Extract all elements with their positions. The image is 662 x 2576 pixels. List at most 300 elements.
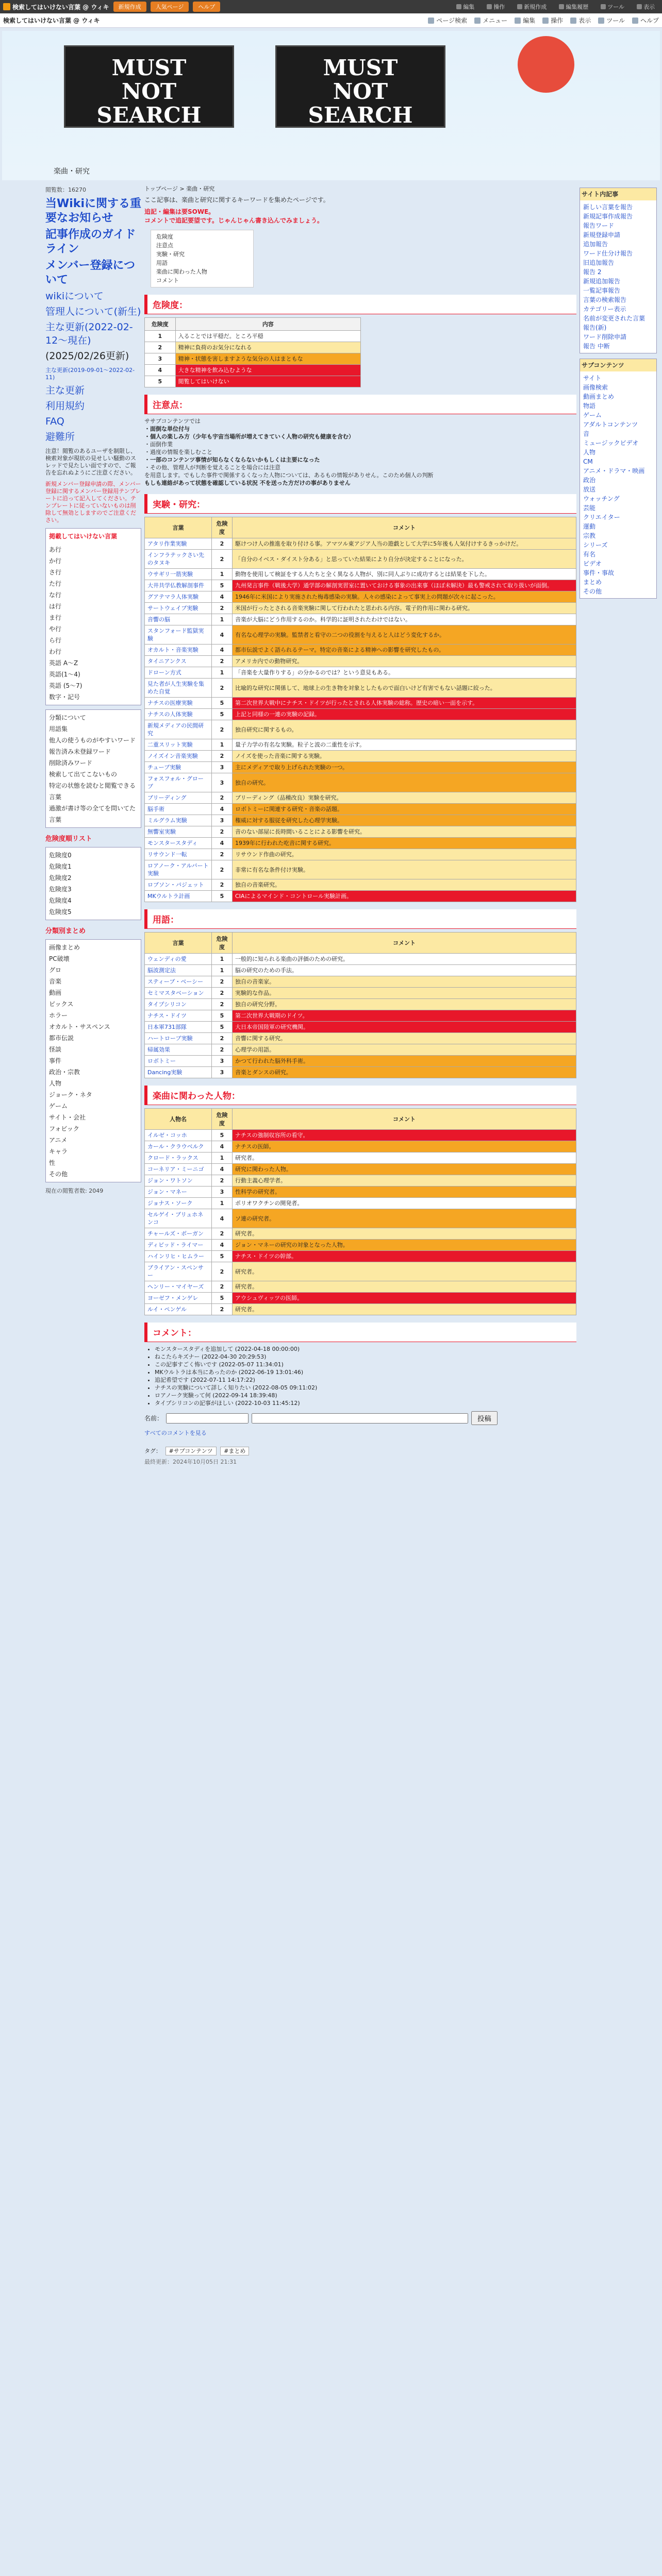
site-articles-box xyxy=(580,188,657,353)
toc-link[interactable]: 注意点 xyxy=(156,242,173,249)
col-header: 言葉 xyxy=(145,517,212,538)
bar-ops[interactable] xyxy=(542,16,563,25)
cell-text: ノイズを使った音楽に関する実験。 xyxy=(233,751,576,762)
misc-link[interactable]: 報告済み未登録ワード xyxy=(49,748,111,755)
table-row xyxy=(145,353,361,365)
cell-name[interactable]: ジョン・ワトソン xyxy=(145,1175,212,1187)
category-link[interactable]: 動画 xyxy=(49,989,62,996)
bar-label: 操作 xyxy=(551,17,564,24)
subcontent-link[interactable]: 人物 xyxy=(583,449,596,456)
col-header: 危険度 xyxy=(212,1109,233,1130)
new-page-button[interactable]: 新規作成 xyxy=(113,2,146,12)
cell-name[interactable]: 大井共学仏教解剖事件 xyxy=(145,580,212,591)
kana-link[interactable]: や行 xyxy=(49,625,62,633)
article-link[interactable]: 新規登録申請 xyxy=(583,231,621,239)
kana-link[interactable]: た行 xyxy=(49,580,62,587)
cell-text: アウシュヴィッツの医師。 xyxy=(233,1293,576,1304)
cell-name[interactable]: チューブ実験 xyxy=(145,762,212,773)
cell-name[interactable]: 二重スリット実験 xyxy=(145,739,212,751)
level-link[interactable]: 危険度1 xyxy=(49,863,72,870)
gear-icon xyxy=(601,4,606,9)
main xyxy=(0,182,662,2576)
cell-name[interactable]: グアテマラ人体実験 xyxy=(145,591,212,603)
sidebar-link[interactable]: 管理人について(新生) xyxy=(45,306,141,317)
cell-name[interactable]: ジョナス・ソーク xyxy=(145,1198,212,1209)
popular-button[interactable]: 人気ページ xyxy=(151,2,189,12)
tool-label: 操作 xyxy=(493,4,505,10)
cell-level: 1 xyxy=(212,1198,233,1209)
subcontent-link[interactable]: シリーズ xyxy=(583,541,608,549)
cell-name[interactable]: ドローン方式 xyxy=(145,667,212,679)
cell-name[interactable]: ウェンディの愛 xyxy=(145,954,212,965)
sidebar-link[interactable]: 主な更新 xyxy=(45,385,85,396)
cell-name[interactable]: タイプシリコン xyxy=(145,999,212,1010)
sidebar-link[interactable]: メンバー登録について xyxy=(45,259,136,286)
cell-name[interactable]: タイニアンクス xyxy=(145,656,212,667)
cell-level: 5 xyxy=(212,1130,233,1141)
article-link[interactable]: ワード仕分け報告 xyxy=(583,250,633,257)
cell-text: ソ連の研究者。 xyxy=(233,1209,576,1228)
article-link[interactable]: 新しい言葉を報告 xyxy=(583,204,633,211)
sidebar-link[interactable]: 記事作成のガイドライン xyxy=(45,228,136,256)
cell-name[interactable]: ナチスの人体実験 xyxy=(145,709,212,720)
cell-text: 行動主義心理学者。 xyxy=(233,1175,576,1187)
cell-name[interactable]: スティーブ・ベーシー xyxy=(145,976,212,988)
category-link[interactable]: 人物 xyxy=(49,1080,62,1087)
cell-name[interactable]: セルゲイ・ブリュホネンコ xyxy=(145,1209,212,1228)
cell-text: 精神に負荷のお気分になれる xyxy=(175,342,360,353)
subcontent-link[interactable]: ウォッチング xyxy=(583,495,620,502)
cell-text: 第二次世界大戦中にナチス・ドイツが行ったとされる人体実験の総称。歴史の暗い一面を示す。 xyxy=(233,698,576,709)
category-link[interactable]: ピックス xyxy=(49,1001,74,1008)
menu-icon xyxy=(474,18,481,24)
cell-text: ロボトミーに関連する研究・音楽の話題。 xyxy=(233,804,576,815)
cell-name[interactable]: ナチスの医療実験 xyxy=(145,698,212,709)
edit-icon xyxy=(515,18,521,24)
tool-history[interactable] xyxy=(555,2,592,12)
table-row xyxy=(145,342,361,353)
category-link[interactable]: グロ xyxy=(49,967,62,974)
subcontent-link[interactable]: 運動 xyxy=(583,523,596,530)
bar-label: 編集 xyxy=(523,17,536,24)
crab-image xyxy=(518,36,574,93)
tags-label: タグ： xyxy=(144,1448,161,1454)
category-link[interactable]: 性 xyxy=(49,1159,56,1166)
toc-link[interactable]: 楽曲に関わった人物 xyxy=(156,268,207,275)
cell-name[interactable]: ロボトミー xyxy=(145,1056,212,1067)
article-link[interactable]: 一覧記事報告 xyxy=(583,287,621,294)
cell-text: ナチスの医師。 xyxy=(233,1141,576,1153)
article-link[interactable]: 新規追加報告 xyxy=(583,278,621,285)
sidebar-link[interactable]: 主な更新(2019-09-01～2022-02-11) xyxy=(45,367,135,381)
comment-item: • ナチスの実験について詳しく知りたい (2022-08-05 09:11:02) xyxy=(155,1384,576,1392)
comment-item: • この記事すごく怖いです (2022-05-07 11:34:01) xyxy=(155,1361,576,1368)
tool-edit[interactable] xyxy=(452,2,478,12)
notice-line: ・面倒な単位付与 xyxy=(144,426,190,432)
misc-links-box xyxy=(45,709,141,828)
kana-link[interactable]: な行 xyxy=(49,591,62,599)
article-link[interactable]: 報告ワード xyxy=(583,222,615,229)
terms-table xyxy=(144,932,576,1078)
cell-text: 音響に関する研究。 xyxy=(233,1033,576,1044)
cell-name[interactable]: 脳波測定法 xyxy=(145,965,212,976)
category-link[interactable]: オカルト・サスペンス xyxy=(49,1023,110,1030)
category-link[interactable]: 画像まとめ xyxy=(49,944,80,951)
sidebar-link[interactable]: 主な更新(2022-02-12～現在) xyxy=(45,321,133,346)
cell-level: 2 xyxy=(212,988,233,999)
cell-name[interactable]: MKウルトラ計画 xyxy=(145,891,212,902)
subcontent-link[interactable]: 政治 xyxy=(583,477,596,484)
cell-level: 2 xyxy=(212,879,233,891)
subcontent-link[interactable]: 有名 xyxy=(583,551,596,558)
cell-name[interactable]: サートウェイブ実験 xyxy=(145,603,212,614)
toc-link[interactable]: 実験・研究 xyxy=(156,251,185,258)
bar-search[interactable] xyxy=(428,16,467,25)
table-row xyxy=(145,709,576,720)
table-row xyxy=(145,999,576,1010)
tag[interactable]: #サブコンテンツ xyxy=(166,1447,217,1455)
table-row xyxy=(145,1209,576,1228)
misc-link[interactable]: 削除済みワード xyxy=(49,759,93,767)
table-row xyxy=(145,667,576,679)
level-list-box xyxy=(45,847,141,920)
category-link[interactable]: PC破壊 xyxy=(49,955,70,962)
cell-name[interactable]: 音響の脳 xyxy=(145,614,212,625)
cell-name[interactable]: ミルグラム実験 xyxy=(145,815,212,826)
category-link[interactable]: ホラー xyxy=(49,1012,68,1019)
subcontent-link[interactable]: 画像検索 xyxy=(583,384,608,391)
table-row xyxy=(145,580,576,591)
table-row xyxy=(145,625,576,645)
must-not-search-sign: MUST NOT SEARCH xyxy=(275,45,445,128)
tool-new[interactable] xyxy=(513,2,551,12)
section-header: 分類別まとめ xyxy=(45,927,86,935)
category-link[interactable]: ゲーム xyxy=(49,1103,68,1110)
kana-link[interactable]: ま行 xyxy=(49,614,62,621)
notice-list xyxy=(144,417,576,487)
breadcrumb[interactable]: トップページ > 楽曲・研究 xyxy=(144,185,215,192)
sidebar-link[interactable]: 当Wikiに関する重要なお知らせ xyxy=(45,197,141,225)
cell-level: 2 xyxy=(212,826,233,838)
subcontent-link[interactable]: その他 xyxy=(583,588,602,595)
misc-link[interactable]: 検索して出てこないもの xyxy=(49,771,118,778)
cell-name: 1 xyxy=(145,331,176,342)
all-comments-link[interactable]: すべてのコメントを見る xyxy=(144,1430,207,1436)
notice-line: もしも連絡があって状態を確認している状況 不を送った方だけの事がありません xyxy=(144,480,351,486)
view-count: 閲覧数：16270 xyxy=(45,187,86,193)
tool-label: 新規作成 xyxy=(524,4,547,10)
table-row xyxy=(145,1022,576,1033)
article-link[interactable]: カテゴリー表示 xyxy=(583,306,626,313)
wiki-title[interactable]: 検索してはいけない言葉 @ ウィキ xyxy=(3,17,100,24)
cell-name: 2 xyxy=(145,342,176,353)
table-row xyxy=(145,365,361,376)
tool-label: 編集履歴 xyxy=(566,4,589,10)
cell-name[interactable]: ヘンリー・マイヤーズ xyxy=(145,1281,212,1293)
cell-text: 研究者。 xyxy=(233,1262,576,1281)
name-input[interactable] xyxy=(166,1413,249,1423)
plus-icon xyxy=(517,4,522,9)
cell-level: 4 xyxy=(212,1240,233,1251)
update-date: (2025/02/26更新) xyxy=(45,350,129,362)
cell-level: 5 xyxy=(212,1293,233,1304)
cell-name[interactable]: リサウンド一転 xyxy=(145,849,212,860)
table-row xyxy=(145,538,576,550)
toc-link[interactable]: 用語 xyxy=(156,260,168,266)
experiment-table xyxy=(144,517,576,902)
subcontent-link[interactable]: 宗教 xyxy=(583,532,596,539)
category-link[interactable]: サイト・会社 xyxy=(49,1114,86,1121)
bar-view[interactable] xyxy=(570,16,591,25)
cell-text: 研究に関わった人物。 xyxy=(233,1164,576,1175)
table-row xyxy=(145,1175,576,1187)
table-row xyxy=(145,849,576,860)
bar-tools[interactable] xyxy=(598,16,625,25)
kana-link[interactable]: ら行 xyxy=(49,637,62,644)
subcontent-link[interactable]: ミュージックビデオ xyxy=(583,439,639,447)
category-link[interactable]: 怪談 xyxy=(49,1046,62,1053)
cell-level: 2 xyxy=(212,550,233,569)
table-row xyxy=(145,988,576,999)
article-link[interactable]: 名前が変更された言葉 xyxy=(583,315,646,322)
bar-label: ヘルプ xyxy=(640,17,659,24)
subcontent-link[interactable]: 事件・事故 xyxy=(583,569,615,577)
subcontent-link[interactable]: サイト xyxy=(583,375,602,382)
level-link[interactable]: 危険度0 xyxy=(49,852,72,859)
cell-name[interactable]: ジョン・マネー xyxy=(145,1187,212,1198)
intro-text: ここ記事は、楽曲と研究に関するキーワードを集めたページです。 xyxy=(144,196,329,204)
misc-link[interactable]: 過激が書け等の全てを問いてた言葉 xyxy=(49,805,136,823)
cell-name[interactable]: 新規メディアの民間研究 xyxy=(145,720,212,739)
eye-icon xyxy=(570,18,576,24)
category-link[interactable]: フォビック xyxy=(49,1125,79,1132)
cell-name[interactable]: カール・クラウベルク xyxy=(145,1141,212,1153)
tag-bar xyxy=(144,1447,576,1455)
cell-text: 「音楽を大量作りする」の分かるのでは？という意見もある。 xyxy=(233,667,576,679)
table-row xyxy=(145,773,576,792)
subcontent-link[interactable]: アダルトコンテンツ xyxy=(583,421,638,428)
cell-name[interactable]: ウサギリ一筋実験 xyxy=(145,569,212,580)
section-title: 危険度： xyxy=(144,295,576,314)
cell-text: リサウンド作曲の研究。 xyxy=(233,849,576,860)
misc-link[interactable]: 特定の状態を読むと閲覧できる言葉 xyxy=(49,782,136,801)
table-row xyxy=(145,762,576,773)
tool-ops[interactable] xyxy=(483,2,509,12)
cell-name[interactable]: ブリーディング xyxy=(145,792,212,804)
cell-name[interactable]: ディビッド・ライマー xyxy=(145,1240,212,1251)
subcontent-link[interactable]: 動画まとめ xyxy=(583,393,615,400)
tool-tools[interactable] xyxy=(597,2,628,12)
sidebar-link[interactable]: 利用規約 xyxy=(45,400,85,412)
sidebar-link[interactable]: 避難所 xyxy=(45,431,75,443)
toc-link[interactable]: コメント xyxy=(156,277,179,284)
table-row xyxy=(145,1033,576,1044)
cell-name[interactable]: 無響室実験 xyxy=(145,826,212,838)
level-link[interactable]: 危険度4 xyxy=(49,897,72,904)
cell-name[interactable]: ナチス・ドイツ xyxy=(145,1010,212,1022)
cell-name[interactable]: イルゼ・コッホ xyxy=(145,1130,212,1141)
cell-level: 1 xyxy=(212,1153,233,1164)
cell-name[interactable]: クロード・ラックス xyxy=(145,1153,212,1164)
cell-name[interactable]: コーネリア・ミーニゴ xyxy=(145,1164,212,1175)
bar-help[interactable] xyxy=(632,16,659,25)
cell-level: 2 xyxy=(212,1262,233,1281)
cell-name[interactable]: アタリ作業実験 xyxy=(145,538,212,550)
comment-list xyxy=(155,1345,576,1407)
cell-name[interactable]: ハインリヒ・ヒムラー xyxy=(145,1251,212,1262)
subcontent-link[interactable]: アニメ・ドラマ・映画 xyxy=(583,467,645,474)
subcontent-link[interactable]: まとめ xyxy=(583,579,602,586)
article-link[interactable]: 新規記事作成報告 xyxy=(583,213,633,220)
cell-level: 1 xyxy=(212,667,233,679)
tool-view[interactable] xyxy=(633,2,659,12)
cell-level: 2 xyxy=(212,1281,233,1293)
article-link[interactable]: 報告 2 xyxy=(583,268,602,276)
subcontent-link[interactable]: クリエイター xyxy=(583,514,620,521)
kana-link[interactable]: 数字・記号 xyxy=(49,693,80,701)
category-link[interactable]: キャラ xyxy=(49,1148,68,1155)
notice-line: ・面倒作業 xyxy=(144,441,173,448)
cell-level: 4 xyxy=(212,1141,233,1153)
notice-line: ・個人の楽しみ方（少年も宇宙当場所が増えてきていく人物の研究も健康を含む） xyxy=(144,433,354,440)
cell-name[interactable]: セミマスタベーション xyxy=(145,988,212,999)
notice-line: を用意します。でもした事件で関係するくなった人物については、あるもの情報がありせん。このため個人の判断 xyxy=(144,472,434,479)
article-link[interactable]: 報告 中断 xyxy=(583,343,610,350)
cell-level: 2 xyxy=(212,1304,233,1315)
submit-button[interactable]: 投稿 xyxy=(471,1411,498,1425)
table-row xyxy=(145,976,576,988)
cell-name[interactable]: Dancing実験 xyxy=(145,1067,212,1078)
cell-name[interactable]: 見た者が人生実験を集めた自覚 xyxy=(145,679,212,698)
bar-menu[interactable] xyxy=(474,16,507,25)
table-row xyxy=(145,1067,576,1078)
cell-name[interactable]: ロブソン・パジェット xyxy=(145,879,212,891)
category-box xyxy=(45,939,141,1182)
cell-name[interactable]: ハートローブ実験 xyxy=(145,1033,212,1044)
edit-icon xyxy=(456,4,461,9)
article-link[interactable]: 旧追加報告 xyxy=(583,259,615,266)
category-link[interactable]: その他 xyxy=(49,1171,68,1178)
table-row xyxy=(145,614,576,625)
category-link[interactable]: ジョーク・ネタ xyxy=(49,1091,92,1098)
kana-link[interactable]: か行 xyxy=(49,557,62,565)
cell-text: 入ることでは平穏だ。ところ平穏 xyxy=(175,331,360,342)
category-link[interactable]: 都市伝説 xyxy=(49,1035,74,1042)
cell-name[interactable]: モンスタースタディ xyxy=(145,838,212,849)
site-logo[interactable] xyxy=(3,3,109,11)
cell-level: 2 xyxy=(212,751,233,762)
tag[interactable]: #まとめ xyxy=(220,1447,249,1455)
cell-text: 性科学の研究者。 xyxy=(233,1187,576,1198)
subcontent-link[interactable]: ビデオ xyxy=(583,560,602,567)
col-header: 危険度 xyxy=(212,933,233,954)
cell-level: 5 xyxy=(212,891,233,902)
misc-link[interactable]: 用語集 xyxy=(49,725,68,733)
article-link[interactable]: 言葉の検索報告 xyxy=(583,296,627,303)
bar-label: 表示 xyxy=(578,17,591,24)
sidebar-link[interactable]: FAQ xyxy=(45,416,64,427)
subcontent-link[interactable]: 音 xyxy=(583,430,590,437)
category-link[interactable]: アニメ xyxy=(49,1137,68,1144)
table-row xyxy=(145,656,576,667)
cell-name[interactable]: インフラテックさい先のタヌキ xyxy=(145,550,212,569)
cell-name[interactable]: ブライアン・スペンサー xyxy=(145,1262,212,1281)
cell-name[interactable]: フォスフォル・グローブ xyxy=(145,773,212,792)
col-header: 人物名 xyxy=(145,1109,212,1130)
article-link[interactable]: ワード削除申請 xyxy=(583,333,627,341)
cell-level: 1 xyxy=(212,965,233,976)
table-row xyxy=(145,331,361,342)
kana-link[interactable]: 英語(1〜4) xyxy=(49,671,80,678)
comment-input[interactable] xyxy=(252,1413,468,1423)
table-row xyxy=(145,679,576,698)
warning-text: 追記・編集は要SOWE。 xyxy=(144,208,215,215)
notice-line: ・その他、管理人が判断を覚えることを場合には注意 xyxy=(144,464,280,471)
comment-item: • モンスタースタディを追加して (2022-04-18 00:00:00) xyxy=(155,1345,576,1353)
cell-text: 心理学の用語。 xyxy=(233,1044,576,1056)
cell-level: 2 xyxy=(212,1175,233,1187)
cell-text: CIAによるマインド・コントロール実験計画。 xyxy=(233,891,576,902)
table-row xyxy=(145,603,576,614)
viewer-count: 現在の閲覧者数: 2049 xyxy=(45,1188,104,1194)
cell-name[interactable]: スタンフォード監獄実験 xyxy=(145,625,212,645)
subcontent-link[interactable]: 芸能 xyxy=(583,504,596,512)
cell-level: 4 xyxy=(212,645,233,656)
cell-name[interactable]: ロアノーク・アルバート実験 xyxy=(145,860,212,879)
toc-link[interactable]: 危険度 xyxy=(156,233,173,240)
misc-link[interactable]: 分類について xyxy=(49,714,86,721)
table-row xyxy=(145,1130,576,1141)
kana-link[interactable]: 英語 (5〜7) xyxy=(49,682,82,689)
category-link[interactable]: 音楽 xyxy=(49,978,62,985)
bar-edit[interactable] xyxy=(515,16,535,25)
level-link[interactable]: 危険度2 xyxy=(49,874,72,882)
comment-item: • MKウルトラは本当にあったのか (2022-06-19 13:01:46) xyxy=(155,1368,576,1376)
kana-link[interactable]: あ行 xyxy=(49,546,62,553)
category-link[interactable]: 事件 xyxy=(49,1057,62,1064)
misc-link[interactable]: 他人の使うものがやすいワード xyxy=(49,737,136,744)
subcontent-link[interactable]: ゲーム xyxy=(583,412,602,419)
article-link[interactable]: 追加報告 xyxy=(583,241,608,248)
cell-name[interactable]: 帰属効果 xyxy=(145,1044,212,1056)
kana-link[interactable]: は行 xyxy=(49,603,62,610)
table-of-contents xyxy=(151,230,254,287)
kana-link[interactable]: 英語 A〜Z xyxy=(49,659,78,667)
cell-level: 2 xyxy=(212,849,233,860)
subcontent-link[interactable]: 物語 xyxy=(583,402,596,410)
level-link[interactable]: 危険度3 xyxy=(49,886,72,893)
help-button[interactable]: ヘルプ xyxy=(193,2,220,12)
cell-name[interactable]: 日本軍731部隊 xyxy=(145,1022,212,1033)
level-link[interactable]: 危険度5 xyxy=(49,908,72,916)
subcontent-link[interactable]: 放送 xyxy=(583,486,596,493)
cell-name[interactable]: オカルト・音楽実験 xyxy=(145,645,212,656)
article-link[interactable]: 報告(新) xyxy=(583,324,607,331)
cell-name[interactable]: ノイズイン音楽実験 xyxy=(145,751,212,762)
category-link[interactable]: 政治・宗教 xyxy=(49,1069,80,1076)
cell-name[interactable]: 脳手術 xyxy=(145,804,212,815)
cell-name[interactable]: ルイ・ペンゲル xyxy=(145,1304,212,1315)
subcontent-link[interactable]: CM xyxy=(583,458,593,465)
kana-link[interactable]: わ行 xyxy=(49,648,62,655)
cell-text: 音のない部屋に長時間いることによる影響を研究。 xyxy=(233,826,576,838)
cell-text: 研究者。 xyxy=(233,1304,576,1315)
sidebar-link[interactable]: wikiについて xyxy=(45,291,104,302)
kana-link[interactable]: さ行 xyxy=(49,569,62,576)
col-header: 危険度 xyxy=(212,517,233,538)
cell-name[interactable]: ヨーゼフ・メンゲレ xyxy=(145,1293,212,1304)
cell-name[interactable]: チャールズ・ボーガン xyxy=(145,1228,212,1240)
